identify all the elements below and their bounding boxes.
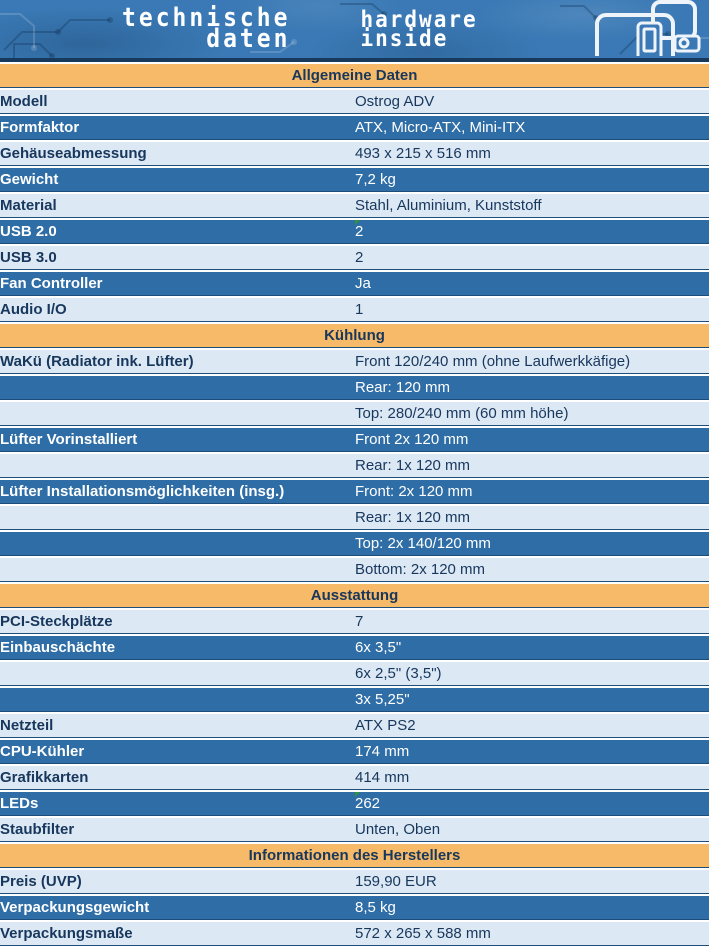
- section-header-row-1: [0, 324, 709, 348]
- table-row: [0, 376, 709, 400]
- row-label: Lüfter Installationsmöglichkeiten (insg.): [0, 480, 355, 504]
- row-value-text: Top: 280/240 mm (60 mm höhe): [355, 405, 569, 422]
- table-row: [0, 818, 709, 842]
- row-value-text: Rear: 1x 120 mm: [355, 457, 471, 474]
- row-value: [355, 870, 709, 894]
- row-label: [0, 688, 355, 712]
- row-label: Grafikkarten: [0, 766, 355, 790]
- row-label: USB 3.0: [0, 246, 355, 270]
- row-label: Netzteil: [0, 714, 355, 738]
- row-value-text: 262: [355, 795, 381, 812]
- row-value: [355, 636, 709, 660]
- row-value: [355, 428, 709, 452]
- section-title: Ausstattung: [0, 584, 709, 608]
- row-value: [355, 220, 709, 244]
- section-title: Allgemeine Daten: [0, 64, 709, 88]
- row-value-text: Rear: 120 mm: [355, 379, 451, 396]
- row-label: Lüfter Vorinstalliert: [0, 428, 355, 452]
- devices-outline-icon: [591, 0, 707, 61]
- row-label: Modell: [0, 90, 355, 114]
- row-label: Gewicht: [0, 168, 355, 192]
- logo-daten-text: daten: [206, 24, 291, 54]
- table-row: [0, 454, 709, 478]
- row-value-text: 2: [355, 223, 364, 240]
- row-value-text: 1: [355, 301, 364, 318]
- row-label: Formfaktor: [0, 116, 355, 140]
- row-value: [355, 454, 709, 478]
- table-row: [0, 90, 709, 114]
- logo-technische-daten: [122, 3, 291, 54]
- row-label: [0, 506, 355, 530]
- table-row: [0, 766, 709, 790]
- row-value: [355, 246, 709, 270]
- row-value: [355, 116, 709, 140]
- row-value-text: 159,90 EUR: [355, 873, 437, 890]
- row-value: [355, 90, 709, 114]
- row-value: [355, 142, 709, 166]
- header-banner: [0, 0, 709, 62]
- row-label: USB 2.0: [0, 220, 355, 244]
- row-value-text: 7,2 kg: [355, 171, 396, 188]
- row-value: [355, 376, 709, 400]
- table-row: [0, 298, 709, 322]
- table-row: [0, 506, 709, 530]
- row-value: [355, 792, 709, 816]
- row-value: [355, 558, 709, 582]
- row-label: [0, 532, 355, 556]
- section-header-row-3: [0, 844, 709, 868]
- table-row: [0, 142, 709, 166]
- table-row: [0, 428, 709, 452]
- row-value: [355, 766, 709, 790]
- row-value-text: 414 mm: [355, 769, 410, 786]
- table-row: [0, 402, 709, 426]
- row-label: [0, 454, 355, 478]
- row-value-text: 2: [355, 249, 364, 266]
- row-value: [355, 714, 709, 738]
- row-label: Audio I/O: [0, 298, 355, 322]
- row-value: [355, 922, 709, 946]
- table-row: [0, 480, 709, 504]
- row-label: Fan Controller: [0, 272, 355, 296]
- table-row: [0, 532, 709, 556]
- section-title: Informationen des Herstellers: [0, 844, 709, 868]
- logo-inside-text: inside: [360, 24, 449, 52]
- row-value: [355, 298, 709, 322]
- row-label: [0, 558, 355, 582]
- row-value: [355, 402, 709, 426]
- row-label: [0, 402, 355, 426]
- table-row: [0, 714, 709, 738]
- spec-table-body: [0, 64, 709, 946]
- row-label: Gehäuseabmessung: [0, 142, 355, 166]
- row-value-text: Front 2x 120 mm: [355, 431, 469, 448]
- row-label: Verpackungsmaße: [0, 922, 355, 946]
- table-row: [0, 116, 709, 140]
- row-value-text: 7: [355, 613, 364, 630]
- row-value-text: 572 x 265 x 588 mm: [355, 925, 491, 942]
- row-value: [355, 194, 709, 218]
- row-label: Preis (UVP): [0, 870, 355, 894]
- row-value-text: 493 x 215 x 516 mm: [355, 145, 491, 162]
- row-value: [355, 506, 709, 530]
- table-row: [0, 922, 709, 946]
- table-row: [0, 168, 709, 192]
- row-value-text: Front: 2x 120 mm: [355, 483, 473, 500]
- row-value-text: Rear: 1x 120 mm: [355, 509, 471, 526]
- section-header-row-0: [0, 64, 709, 88]
- row-value-text: 174 mm: [355, 743, 410, 760]
- row-label: Staubfilter: [0, 818, 355, 842]
- row-value-text: ATX, Micro-ATX, Mini-ITX: [355, 119, 526, 136]
- logo-hardware-text: hardware: [360, 5, 478, 33]
- section-title: Kühlung: [0, 324, 709, 348]
- row-label: Verpackungsgewicht: [0, 896, 355, 920]
- table-row: [0, 896, 709, 920]
- row-label: Material: [0, 194, 355, 218]
- table-row: [0, 740, 709, 764]
- note-marker-icon: [355, 220, 360, 225]
- row-value-text: Front 120/240 mm (ohne Laufwerkkäfige): [355, 353, 631, 370]
- section-header-row-2: [0, 584, 709, 608]
- row-label: WaKü (Radiator ink. Lüfter): [0, 350, 355, 374]
- row-value: [355, 272, 709, 296]
- row-value: [355, 740, 709, 764]
- table-row: [0, 636, 709, 660]
- table-row: [0, 350, 709, 374]
- row-value-text: 6x 3,5": [355, 639, 402, 656]
- row-label: PCI-Steckplätze: [0, 610, 355, 634]
- table-row: [0, 870, 709, 894]
- logo-technische-text: technische: [122, 3, 291, 33]
- row-label: Einbauschächte: [0, 636, 355, 660]
- table-row: [0, 194, 709, 218]
- table-row: [0, 272, 709, 296]
- row-label: [0, 662, 355, 686]
- row-value-text: 6x 2,5" (3,5"): [355, 665, 442, 682]
- row-value-text: Top: 2x 140/120 mm: [355, 535, 491, 552]
- row-value: [355, 480, 709, 504]
- row-label: LEDs: [0, 792, 355, 816]
- row-value: [355, 896, 709, 920]
- row-value-text: 3x 5,25": [355, 691, 410, 708]
- table-row: [0, 688, 709, 712]
- table-row: [0, 610, 709, 634]
- row-label: [0, 376, 355, 400]
- row-label: CPU-Kühler: [0, 740, 355, 764]
- row-value-text: Stahl, Aluminium, Kunststoff: [355, 197, 542, 214]
- row-value: [355, 532, 709, 556]
- row-value: [355, 818, 709, 842]
- row-value-text: Ostrog ADV: [355, 93, 435, 110]
- spec-table: [0, 62, 709, 948]
- row-value-text: Bottom: 2x 120 mm: [355, 561, 486, 578]
- row-value-text: Unten, Oben: [355, 821, 441, 838]
- logo-hardware-inside: [360, 5, 478, 52]
- row-value-text: ATX PS2: [355, 717, 416, 734]
- table-row: [0, 246, 709, 270]
- row-value: [355, 662, 709, 686]
- table-row: [0, 792, 709, 816]
- row-value-text: 8,5 kg: [355, 899, 396, 916]
- table-row: [0, 662, 709, 686]
- row-value: [355, 168, 709, 192]
- table-row: [0, 558, 709, 582]
- row-value: [355, 688, 709, 712]
- row-value-text: Ja: [355, 275, 371, 292]
- note-marker-icon: [355, 792, 360, 797]
- row-value: [355, 610, 709, 634]
- row-value: [355, 350, 709, 374]
- table-row: [0, 220, 709, 244]
